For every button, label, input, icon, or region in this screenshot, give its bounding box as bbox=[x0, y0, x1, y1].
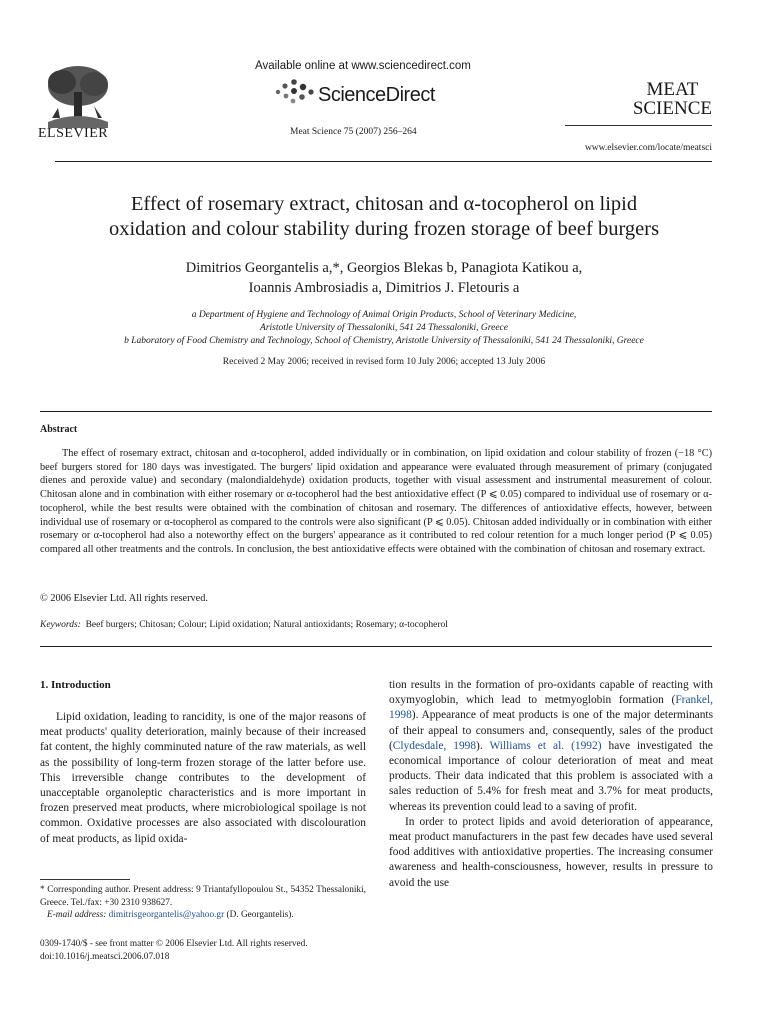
authors-line1: Dimitrios Georgantelis a,*, Georgios Blekas b, Panagiota Katikou a, bbox=[185, 260, 583, 276]
email-link[interactable]: dimitrisgeorgantelis@yahoo.gr bbox=[108, 910, 225, 920]
author-list bbox=[80, 258, 688, 298]
journal-name-line2: SCIENCE bbox=[632, 98, 712, 119]
title-line2: oxidation and colour stability during frozen storage of beef burgers bbox=[108, 218, 660, 240]
affiliation-a-line1: a Department of Hygiene and Technology of Animal Origin Products, School of Veterinary Medicine, bbox=[191, 310, 577, 320]
reference-link[interactable]: Williams et al. (1992) bbox=[489, 739, 602, 752]
journal-divider bbox=[565, 125, 712, 126]
front-matter bbox=[40, 938, 308, 963]
text-run: ). bbox=[476, 739, 490, 752]
received-dates: Received 2 May 2006; received in revised form 10 July 2006; accepted 13 July 2006 bbox=[222, 357, 546, 367]
keywords bbox=[40, 620, 712, 630]
publisher-name: ELSEVIER bbox=[38, 126, 109, 141]
elsevier-tree-icon bbox=[38, 62, 116, 128]
corresponding-author-note: * Corresponding author. Present address: 9 Triantafyllopoulou St., 54352 Thessaloniki, Greece. Tel./fax: +30 2310 938627. bbox=[40, 885, 366, 908]
right-paragraph-1 bbox=[389, 678, 713, 815]
email-label: E-mail address: bbox=[46, 910, 107, 920]
email-line bbox=[40, 909, 366, 922]
keywords-list: Beef burgers; Chitosan; Colour; Lipid oxidation; Natural antioxidants; Rosemary; α-tocopherol bbox=[85, 620, 448, 630]
available-online-text[interactable]: Available online at www.sciencedirect.com bbox=[255, 60, 471, 72]
text-run: have investigated the economical importance of colour deterioration of meat and meat products. Their data indicated that this problem is associated with a sales reduction of 5.4% for fresh meat and 3.7% for meat products, whereas its prevention could lead to a saving of profit. bbox=[389, 739, 713, 813]
affiliation-a-line2: Aristotle University of Thessaloniki, 541 24 Thessaloniki, Greece bbox=[260, 323, 508, 333]
right-column bbox=[389, 678, 713, 891]
abstract-heading: Abstract bbox=[40, 424, 78, 435]
abstract-copyright: © 2006 Elsevier Ltd. All rights reserved. bbox=[40, 593, 208, 604]
left-column-paragraph: Lipid oxidation, leading to rancidity, is one of the major reasons of meat products' quality deterioration, mainly because of their increased fat content, the highly comminuted nature of the raw materials, as well as the possibility of long-term frozen storage of the latter before use. This irreversible change contributes to the development of unacceptable organoleptic characteristics and is more important in frozen preserved meat products, where microbiological spoilage is not common. Oxidative processes are also associated with discolouration of meat products, as lipid oxida- bbox=[40, 711, 366, 845]
text-run: ). Appearance of meat products is one of the major determinants of their appeal to consumers and, consequently, sales of the product ( bbox=[389, 709, 713, 752]
reference-link[interactable]: Frankel, 1998 bbox=[389, 694, 713, 722]
doi-line[interactable]: doi:10.1016/j.meatsci.2006.07.018 bbox=[40, 951, 170, 962]
article-title bbox=[40, 192, 728, 242]
title-line1: Effect of rosemary extract, chitosan and α-tocopherol on lipid bbox=[130, 193, 638, 215]
abstract-text: The effect of rosemary extract, chitosan and α-tocopherol, added individually or in combination, on lipid oxidation and colour stability of frozen (−18 °C) beef burgers stored for 180 days was investigated. The burgers' lipid oxidation and appearance were evaluated through measurement of primary (conjugated dienes and peroxide value) and secondary (malondialdehyde) oxidation products, together with visual assessment and instrumental measurement of colour. Chitosan alone and in combination with either rosemary or α-tocopherol had the best antioxidative effect (P ⩽ 0.05) compared to individual use of rosemary or α-tocopherol, while the best results were obtained with the combination of chitosan and rosemary. The differences of antioxidative effects, however, between individual use of rosemary or α-tocopherol as compared to the controls were also significant (P ⩽ 0.05). Chitosan added individually or in combination with either rosemary or α-tocopherol had also a noteworthy effect on the burgers' appearance as it contributed to red colour retention for a much longer period (P ⩽ 0.05) compared all other treatments and the controls. In conclusion, the best antioxidative effects were obtained with the combination of chitosan and rosemary extract. bbox=[40, 448, 712, 555]
footnote bbox=[40, 884, 366, 922]
journal-name bbox=[633, 80, 712, 118]
sciencedirect-dots-icon bbox=[272, 78, 316, 108]
keywords-label: Keywords: bbox=[40, 620, 81, 630]
header-divider bbox=[55, 161, 712, 162]
journal-url[interactable]: www.elsevier.com/locate/meatsci bbox=[584, 143, 712, 153]
affiliation-b: b Laboratory of Food Chemistry and Technology, School of Chemistry, Aristotle University of Thessaloniki, 541 24 Thessaloniki, Greece bbox=[124, 336, 644, 346]
issn-line: 0309-1740/$ - see front matter © 2006 Elsevier Ltd. All rights reserved. bbox=[40, 939, 308, 949]
right-paragraph-2: In order to protect lipids and avoid deterioration of appearance, meat product manufacturers in the past few decades have used several food additives with antioxidative properties. The increasing consumer awareness and health-consciousness, however, results in pressure to avoid the use bbox=[389, 815, 713, 889]
email-suffix: (D. Georgantelis). bbox=[224, 910, 294, 920]
abstract-top-divider bbox=[40, 411, 712, 412]
text-run: tion results in the formation of pro-oxidants capable of reacting with oxymyoglobin, which lead to metmyoglobin formation ( bbox=[389, 679, 713, 707]
journal-citation: Meat Science 75 (2007) 256–264 bbox=[290, 127, 417, 137]
section-heading: 1. Introduction bbox=[40, 679, 111, 691]
affiliations bbox=[40, 309, 728, 348]
journal-name-line1: MEAT bbox=[646, 79, 699, 100]
abstract-bottom-divider bbox=[40, 646, 712, 647]
reference-link[interactable]: Clydesdale, 1998 bbox=[392, 739, 477, 752]
authors-line2: Ioannis Ambrosiadis a, Dimitrios J. Fletouris a bbox=[248, 280, 520, 296]
footnote-divider bbox=[40, 879, 130, 880]
sciencedirect-brand: ScienceDirect bbox=[318, 84, 435, 106]
